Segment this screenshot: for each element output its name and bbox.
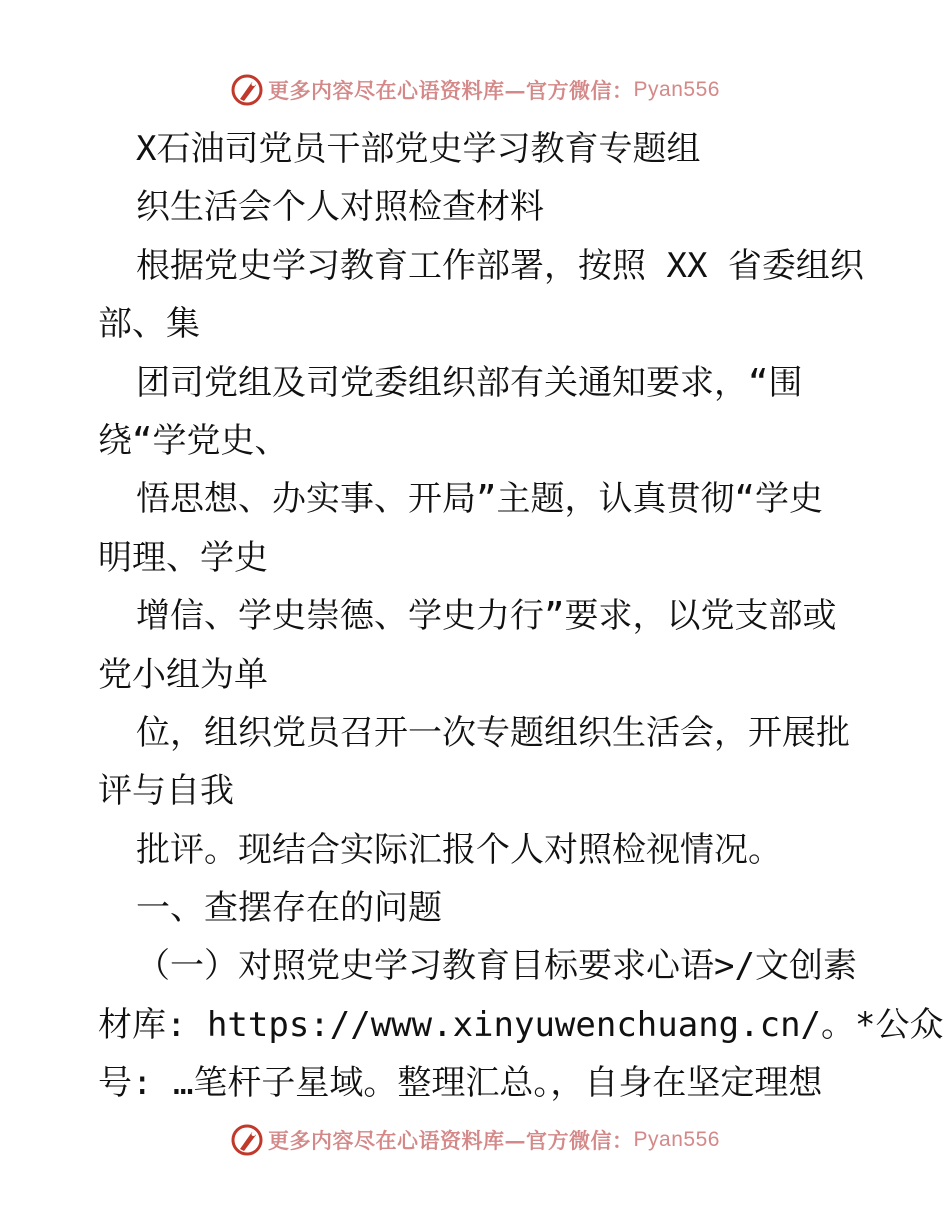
paragraph-line: 党小组为单 [98, 654, 268, 695]
paragraph-line: 批评。现结合实际汇报个人对照检视情况。 [136, 829, 782, 870]
watermark-text: 更多内容尽在心语资料库—官方微信： [268, 78, 634, 103]
title-line-1: X石油司党员干部党史学习教育专题组 [136, 129, 701, 169]
watermark-banner-top [0, 70, 950, 110]
paragraph-line: 明理、学史 [98, 537, 268, 578]
paragraph-line: 位，组织党员召开一次专题组织生活会，开展批 [136, 712, 850, 753]
paragraph-line: 悟思想、办实事、开局”主题，认真贯彻“学史 [136, 479, 823, 520]
watermark-handle: Pyan556 [633, 1128, 720, 1151]
watermark-handle: Pyan556 [633, 78, 720, 101]
paragraph-line: 评与自我 [98, 771, 234, 812]
title-line-2: 织生活会个人对照检查材料 [136, 187, 544, 228]
paragraph-line: （一）对照党史学习教育目标要求心语>/文创素 [136, 946, 857, 987]
document-body [98, 120, 944, 1113]
paragraph-line: 团司党组及司党委组织部有关通知要求，“围 [136, 362, 803, 403]
pen-nib-circle-icon [230, 1123, 264, 1157]
paragraph-line: 根据党史学习教育工作部署，按照 XX 省委组织 [136, 245, 864, 286]
watermark-banner-bottom [0, 1120, 950, 1160]
pen-nib-circle-icon [230, 73, 264, 107]
section-heading: 一、查摆存在的问题 [136, 888, 442, 929]
paragraph-line: 绕“学党史、 [98, 420, 289, 461]
paragraph-line: 材库: https://www.xinyuwenchuang.cn/。*公众 [98, 1004, 944, 1045]
paragraph-line: 增信、学史崇德、学史力行”要求，以党支部或 [136, 596, 837, 637]
watermark-text: 更多内容尽在心语资料库—官方微信： [268, 1128, 634, 1153]
paragraph-line: 部、集 [98, 304, 200, 345]
paragraph-line: 号: …笔杆子星域。整理汇总。，自身在坚定理想 [98, 1063, 823, 1104]
